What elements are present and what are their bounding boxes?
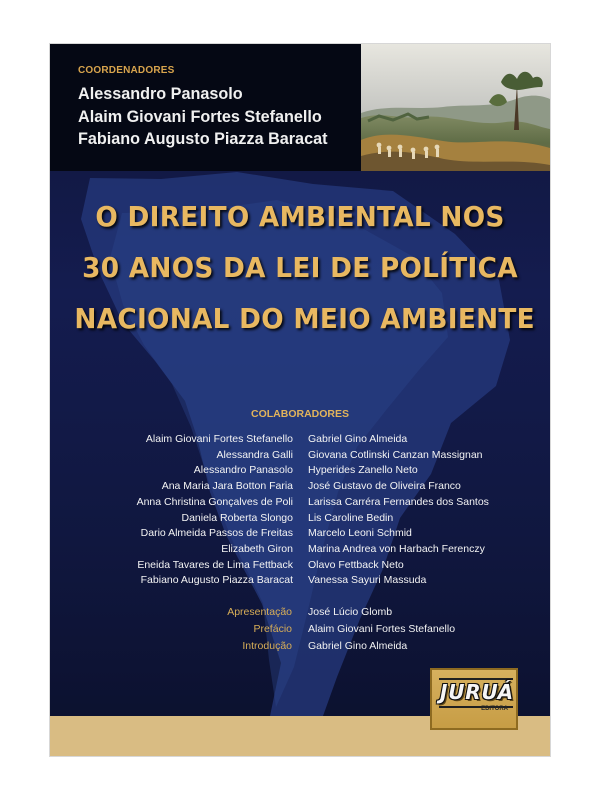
coordinator-name: Fabiano Augusto Piazza Baracat xyxy=(78,130,328,148)
collaborator-name: Vanessa Sayuri Massuda xyxy=(308,574,427,587)
collaborator-name: Alaim Giovani Fortes Stefanello xyxy=(145,433,293,445)
coordinators-block xyxy=(78,65,363,151)
credit-name: Alaim Giovani Fortes Stefanello xyxy=(308,623,456,635)
publisher-logo-icon xyxy=(430,668,518,730)
book-title xyxy=(74,191,535,344)
coordinator-name: Alessandro Panasolo xyxy=(78,85,243,103)
collaborator-name: Dario Almeida Passos de Freitas xyxy=(140,527,293,540)
credit-row xyxy=(50,604,550,620)
title-line: NACIONAL DO MEIO AMBIENTE xyxy=(74,302,535,335)
book-cover xyxy=(50,44,550,756)
credit-row xyxy=(50,621,550,637)
landscape-painting-icon xyxy=(361,44,550,171)
collaborator-name: Daniela Roberta Slongo xyxy=(181,511,293,524)
collaborator-name: Giovana Cotlinski Canzan Massignan xyxy=(308,448,483,461)
collaborator-name: Elizabeth Giron xyxy=(221,542,293,555)
collaborator-name: José Gustavo de Oliveira Franco xyxy=(308,480,461,493)
credit-name: José Lúcio Glomb xyxy=(308,606,393,618)
coordinators-label: COORDENADORES xyxy=(78,65,175,76)
collaborator-name: Alessandro Panasolo xyxy=(193,464,293,477)
collaborator-name: Fabiano Augusto Piazza Baracat xyxy=(140,574,293,587)
credit-label: Introdução xyxy=(242,640,292,652)
collaborator-name: Ana Maria Jara Botton Faria xyxy=(161,480,293,493)
coordinator-name: Alaim Giovani Fortes Stefanello xyxy=(78,107,322,126)
collaborators-right-column xyxy=(308,432,543,589)
collaborator-name: Eneida Tavares de Lima Fettback xyxy=(137,558,293,571)
collaborator-name: Lis Caroline Bedin xyxy=(308,511,394,524)
title-line: 30 ANOS DA LEI DE POLÍTICA xyxy=(82,251,518,284)
credit-label: Apresentação xyxy=(227,606,292,618)
collaborators-label: COLABORADORES xyxy=(250,408,349,420)
collaborator-name: Anna Christina Gonçalves de Poli xyxy=(136,495,293,508)
collaborator-name: Hyperides Zanello Neto xyxy=(308,464,418,477)
credit-label: Prefácio xyxy=(253,623,292,635)
title-line: O DIREITO AMBIENTAL NOS xyxy=(95,200,505,233)
collaborator-name: Gabriel Gino Almeida xyxy=(308,433,408,445)
publisher-label: EDITORA xyxy=(481,706,508,712)
credit-name: Gabriel Gino Almeida xyxy=(308,640,408,652)
credit-row xyxy=(50,638,550,654)
collaborator-name: Larissa Carréra Fernandes dos Santos xyxy=(308,495,489,508)
collaborators-left-column xyxy=(88,432,293,589)
collaborator-name: Alessandra Galli xyxy=(216,448,293,461)
collaborator-name: Marcelo Leoni Schmid xyxy=(308,527,412,540)
collaborator-name: Olavo Fettback Neto xyxy=(308,558,404,571)
publisher-logo-text: JURUÁ xyxy=(440,680,514,704)
collaborator-name: Marina Andrea von Harbach Ferenczy xyxy=(308,542,485,555)
